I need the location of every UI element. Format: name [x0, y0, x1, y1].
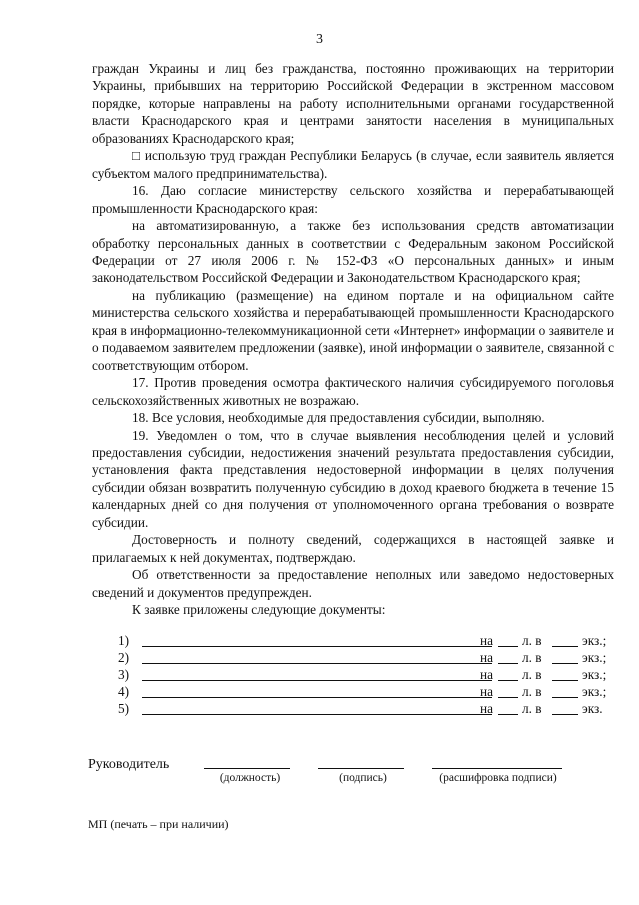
attachment-na-label: на [480, 701, 494, 716]
paragraph-personal-data: на автоматизированную, а также без использования средств автоматизации обработку персональных данных в соответствии с Федеральным законом Российской Федерации от 27 июля 2006 г. № 152-ФЗ «О персональных данных» и иным законодательством Российской Федерации и Законодательством Краснодарского края; [92, 218, 614, 286]
attachment-line [118, 666, 614, 683]
attachment-copies-field [552, 663, 578, 664]
attachment-pages-field [498, 714, 518, 715]
attachment-copies-field [552, 680, 578, 681]
attachment-number: 1) [118, 633, 130, 648]
paragraph-reliability: Достоверность и полноту сведений, содержащихся в настоящей заявке и прилагаемых к ней документах, подтверждаю. [92, 532, 614, 565]
paragraph-attachments-intro: К заявке приложены следующие документы: [132, 602, 386, 618]
attachment-line [118, 683, 614, 700]
attachment-pages-field [498, 663, 518, 664]
attachment-copies-field [552, 714, 578, 715]
document-body [92, 60, 614, 619]
signature-field [318, 768, 404, 769]
paragraph-16-consent: 16. Даю согласие министерству сельского хозяйства и перерабатывающей промышленности Краснодарского края: [92, 183, 614, 216]
attachment-pages-label: л. в [522, 633, 542, 648]
attachment-number: 5) [118, 701, 130, 716]
attachment-copies-label: экз.; [582, 650, 607, 665]
attachment-pages-label: л. в [522, 701, 542, 716]
attachment-name-field [142, 646, 492, 647]
paragraph-publication: на публикацию (размещение) на едином портале и на официальном сайте министерства сельского хозяйства и перерабатывающей промышленности Краснодарского края в информационно-телекоммуникационной сети «Интернет» информации о заявителе и о подаваемом заявителем предложении (заявке), иной информации о заявителе, связанной с соответствующим отбором. [92, 287, 614, 373]
attachment-pages-label: л. в [522, 650, 542, 665]
signature-caption: (подпись) [339, 772, 387, 784]
attachment-name-field [142, 663, 492, 664]
attachment-na-label: на [480, 667, 494, 682]
paragraph-18-conditions: 18. Все условия, необходимые для предоставления субсидии, выполняю. [132, 410, 545, 426]
attachment-number: 4) [118, 684, 130, 699]
attachment-name-field [142, 680, 492, 681]
decoding-caption: (расшифровка подписи) [439, 772, 557, 784]
page-number: 3 [316, 32, 323, 47]
attachment-copies-label: экз.; [582, 633, 607, 648]
attachment-line [118, 632, 614, 649]
attachment-pages-field [498, 697, 518, 698]
stamp-note: МП (печать – при наличии) [88, 817, 229, 831]
signatory-title: Руководитель [88, 757, 170, 772]
attachment-line [118, 649, 614, 666]
attachment-copies-label: экз. [582, 701, 603, 716]
attachment-na-label: на [480, 684, 494, 699]
attachment-na-label: на [480, 650, 494, 665]
attachment-pages-label: л. в [522, 667, 542, 682]
attachment-copies-field [552, 697, 578, 698]
attachment-pages-field [498, 646, 518, 647]
paragraph-continuation: граждан Украины и лиц без гражданства, постоянно проживающих на территории Украины, прибывших на территорию Российской Федерации в экстренном массовом порядке, которые направлены на работу исполнительными органами государственной власти Краснодарского края и центрами занятости населения в муниципальных образованиях Краснодарского края; [92, 61, 614, 146]
attachment-line [118, 700, 614, 717]
attachment-name-field [142, 697, 492, 698]
attachment-name-field [142, 714, 492, 715]
position-field [204, 768, 290, 769]
attachment-number: 2) [118, 650, 130, 665]
paragraph-belarus-checkbox: □ использую труд граждан Республики Беларусь (в случае, если заявитель является субъектом малого предпринимательства). [92, 148, 614, 181]
attachment-copies-field [552, 646, 578, 647]
paragraph-responsibility: Об ответственности за предоставление неполных или заведомо недостоверных сведений и документов предупрежден. [92, 567, 614, 600]
paragraph-19-notification: 19. Уведомлен о том, что в случае выявления несоблюдения целей и условий предоставления субсидии, недостижения значений результата предоставления субсидии, установления факта представления недостоверной информации в целях получения субсидии обязан возвратить полученную субсидию в доход краевого бюджета в течение 15 календарных дней со дня получения от уполномоченного органа требования о возврате субсидии. [92, 427, 614, 530]
attachment-pages-label: л. в [522, 684, 542, 699]
attachment-copies-label: экз.; [582, 684, 607, 699]
paragraph-17-inspection: 17. Против проведения осмотра фактического наличия субсидируемого поголовья сельскохозяйственных животных не возражаю. [92, 375, 614, 408]
attachment-copies-label: экз.; [582, 667, 607, 682]
position-caption: (должность) [219, 772, 281, 784]
attachment-pages-field [498, 680, 518, 681]
attachment-number: 3) [118, 667, 130, 682]
signature-decoding-field [432, 768, 562, 769]
attachment-na-label: на [480, 633, 494, 648]
